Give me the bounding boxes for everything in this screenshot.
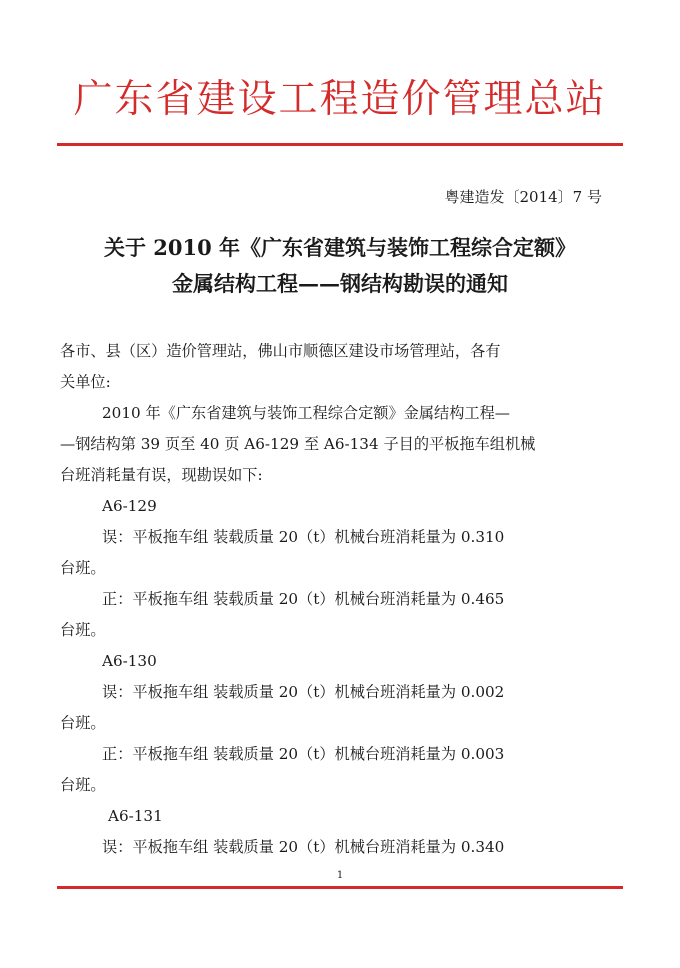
footer-rule bbox=[57, 886, 623, 889]
addressee-line-1: 各市、县（区）造价管理站，佛山市顺德区建设市场管理站，各有 bbox=[60, 342, 501, 360]
erratum-wrong-line: 误：平板拖车组 装载质量 20（t）机械台班消耗量为 0.002 bbox=[102, 683, 505, 701]
item-code: A6-130 bbox=[102, 652, 157, 670]
paragraph-1-line-1: 2010 年《广东省建筑与装饰工程综合定额》金属结构工程— bbox=[102, 404, 510, 422]
erratum-right-line: 正：平板拖车组 装载质量 20（t）机械台班消耗量为 0.465 bbox=[102, 590, 505, 608]
erratum-wrong-continuation: 台班。 bbox=[60, 714, 106, 732]
erratum-right-continuation: 台班。 bbox=[60, 621, 106, 639]
erratum-right-line: 正：平板拖车组 装载质量 20（t）机械台班消耗量为 0.003 bbox=[102, 745, 505, 763]
erratum-wrong-continuation: 台班。 bbox=[60, 559, 106, 577]
erratum-wrong-line: 误：平板拖车组 装载质量 20（t）机械台班消耗量为 0.340 bbox=[102, 838, 505, 856]
item-code: A6-129 bbox=[102, 497, 157, 515]
letterhead-rule bbox=[57, 143, 623, 146]
page-number: 1 bbox=[336, 870, 344, 881]
paragraph-1-line-3: 台班消耗量有误，现勘误如下: bbox=[60, 466, 263, 484]
notice-title-line-1: 关于 2010 年《广东省建筑与装饰工程综合定额》 bbox=[103, 235, 577, 260]
item-code: A6-131 bbox=[108, 807, 163, 825]
erratum-right-continuation: 台班。 bbox=[60, 776, 106, 794]
erratum-wrong-line: 误：平板拖车组 装载质量 20（t）机械台班消耗量为 0.310 bbox=[102, 528, 505, 546]
paragraph-1-line-2: —钢结构第 39 页至 40 页 A6-129 至 A6-134 子目的平板拖车组机械 bbox=[60, 435, 536, 453]
addressee-line-2: 关单位: bbox=[60, 373, 111, 391]
notice-title-line-2: 金属结构工程——钢结构勘误的通知 bbox=[172, 271, 508, 296]
document-number: 粤建造发〔2014〕7 号 bbox=[444, 188, 602, 206]
letterhead-title: 广东省建设工程造价管理总站 bbox=[73, 77, 607, 122]
